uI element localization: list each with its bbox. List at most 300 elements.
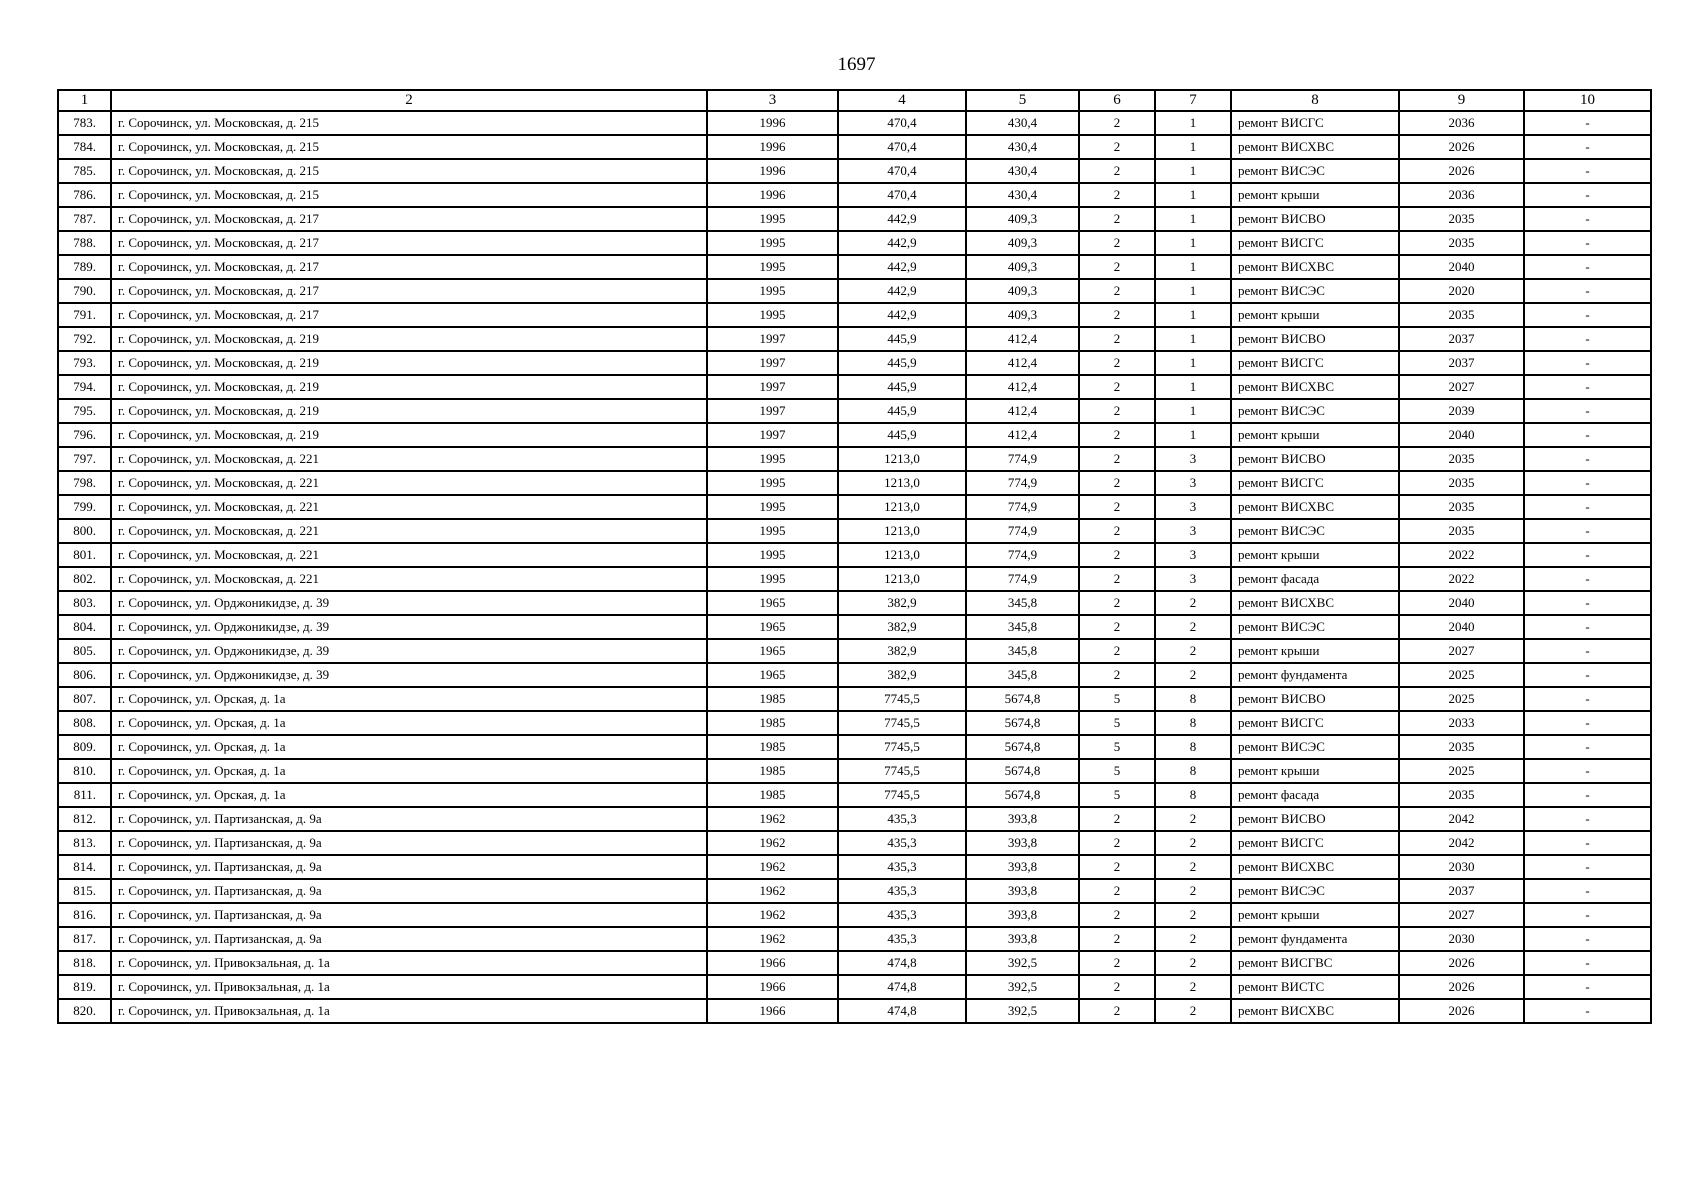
total-area-cell: 7745,5 xyxy=(838,735,966,759)
table-row xyxy=(58,711,1651,735)
note-cell: - xyxy=(1524,495,1651,519)
work-type-cell: ремонт ВИСЭС xyxy=(1231,279,1399,303)
entrances-cell: 1 xyxy=(1155,399,1231,423)
planned-year-cell: 2035 xyxy=(1399,495,1524,519)
total-area-cell: 442,9 xyxy=(838,207,966,231)
planned-year-cell: 2035 xyxy=(1399,519,1524,543)
table-row xyxy=(58,519,1651,543)
address-cell: г. Сорочинск, ул. Московская, д. 217 xyxy=(111,207,707,231)
address-cell: г. Сорочинск, ул. Партизанская, д. 9а xyxy=(111,855,707,879)
living-area-cell: 774,9 xyxy=(966,471,1079,495)
row-number-cell: 820. xyxy=(58,999,111,1023)
work-type-cell: ремонт крыши xyxy=(1231,303,1399,327)
entrances-cell: 8 xyxy=(1155,711,1231,735)
table-row xyxy=(58,447,1651,471)
planned-year-cell: 2035 xyxy=(1399,207,1524,231)
build-year-cell: 1965 xyxy=(707,663,838,687)
build-year-cell: 1995 xyxy=(707,207,838,231)
entrances-cell: 3 xyxy=(1155,519,1231,543)
living-area-cell: 393,8 xyxy=(966,927,1079,951)
total-area-cell: 445,9 xyxy=(838,375,966,399)
planned-year-cell: 2022 xyxy=(1399,567,1524,591)
address-cell: г. Сорочинск, ул. Московская, д. 221 xyxy=(111,543,707,567)
note-cell: - xyxy=(1524,375,1651,399)
build-year-cell: 1985 xyxy=(707,687,838,711)
living-area-cell: 412,4 xyxy=(966,399,1079,423)
total-area-cell: 435,3 xyxy=(838,807,966,831)
living-area-cell: 5674,8 xyxy=(966,783,1079,807)
entrances-cell: 8 xyxy=(1155,759,1231,783)
table-body xyxy=(58,111,1651,1023)
total-area-cell: 470,4 xyxy=(838,183,966,207)
build-year-cell: 1997 xyxy=(707,423,838,447)
total-area-cell: 442,9 xyxy=(838,231,966,255)
planned-year-cell: 2037 xyxy=(1399,327,1524,351)
build-year-cell: 1962 xyxy=(707,927,838,951)
row-number-cell: 787. xyxy=(58,207,111,231)
row-number-cell: 800. xyxy=(58,519,111,543)
note-cell: - xyxy=(1524,975,1651,999)
capital-repair-table xyxy=(57,89,1652,1024)
floors-cell: 2 xyxy=(1079,543,1155,567)
floors-cell: 5 xyxy=(1079,711,1155,735)
note-cell: - xyxy=(1524,351,1651,375)
address-cell: г. Сорочинск, ул. Московская, д. 217 xyxy=(111,231,707,255)
work-type-cell: ремонт ВИСТС xyxy=(1231,975,1399,999)
note-cell: - xyxy=(1524,783,1651,807)
table-row xyxy=(58,975,1651,999)
planned-year-cell: 2035 xyxy=(1399,447,1524,471)
build-year-cell: 1995 xyxy=(707,303,838,327)
note-cell: - xyxy=(1524,135,1651,159)
floors-cell: 2 xyxy=(1079,375,1155,399)
row-number-cell: 810. xyxy=(58,759,111,783)
floors-cell: 2 xyxy=(1079,663,1155,687)
table-row xyxy=(58,159,1651,183)
row-number-cell: 789. xyxy=(58,255,111,279)
planned-year-cell: 2036 xyxy=(1399,183,1524,207)
row-number-cell: 784. xyxy=(58,135,111,159)
build-year-cell: 1966 xyxy=(707,999,838,1023)
floors-cell: 2 xyxy=(1079,255,1155,279)
floors-cell: 2 xyxy=(1079,351,1155,375)
address-cell: г. Сорочинск, ул. Партизанская, д. 9а xyxy=(111,927,707,951)
living-area-cell: 393,8 xyxy=(966,831,1079,855)
row-number-cell: 783. xyxy=(58,111,111,135)
planned-year-cell: 2033 xyxy=(1399,711,1524,735)
floors-cell: 2 xyxy=(1079,399,1155,423)
note-cell: - xyxy=(1524,183,1651,207)
total-area-cell: 435,3 xyxy=(838,903,966,927)
living-area-cell: 392,5 xyxy=(966,999,1079,1023)
planned-year-cell: 2027 xyxy=(1399,375,1524,399)
total-area-cell: 435,3 xyxy=(838,831,966,855)
work-type-cell: ремонт крыши xyxy=(1231,759,1399,783)
total-area-cell: 442,9 xyxy=(838,255,966,279)
living-area-cell: 774,9 xyxy=(966,567,1079,591)
work-type-cell: ремонт ВИСГС xyxy=(1231,831,1399,855)
table-row xyxy=(58,399,1651,423)
table-row xyxy=(58,591,1651,615)
build-year-cell: 1985 xyxy=(707,735,838,759)
address-cell: г. Сорочинск, ул. Орская, д. 1а xyxy=(111,759,707,783)
column-header: 9 xyxy=(1399,90,1524,111)
living-area-cell: 345,8 xyxy=(966,639,1079,663)
entrances-cell: 1 xyxy=(1155,231,1231,255)
note-cell: - xyxy=(1524,663,1651,687)
address-cell: г. Сорочинск, ул. Орджоникидзе, д. 39 xyxy=(111,639,707,663)
total-area-cell: 382,9 xyxy=(838,663,966,687)
living-area-cell: 774,9 xyxy=(966,543,1079,567)
entrances-cell: 1 xyxy=(1155,279,1231,303)
row-number-cell: 793. xyxy=(58,351,111,375)
floors-cell: 5 xyxy=(1079,759,1155,783)
address-cell: г. Сорочинск, ул. Московская, д. 215 xyxy=(111,111,707,135)
planned-year-cell: 2035 xyxy=(1399,231,1524,255)
floors-cell: 2 xyxy=(1079,975,1155,999)
build-year-cell: 1997 xyxy=(707,375,838,399)
planned-year-cell: 2026 xyxy=(1399,999,1524,1023)
build-year-cell: 1996 xyxy=(707,135,838,159)
planned-year-cell: 2036 xyxy=(1399,111,1524,135)
address-cell: г. Сорочинск, ул. Московская, д. 221 xyxy=(111,567,707,591)
floors-cell: 2 xyxy=(1079,567,1155,591)
work-type-cell: ремонт ВИСГС xyxy=(1231,351,1399,375)
living-area-cell: 430,4 xyxy=(966,135,1079,159)
living-area-cell: 412,4 xyxy=(966,327,1079,351)
floors-cell: 2 xyxy=(1079,159,1155,183)
floors-cell: 2 xyxy=(1079,111,1155,135)
row-number-cell: 797. xyxy=(58,447,111,471)
living-area-cell: 345,8 xyxy=(966,663,1079,687)
entrances-cell: 3 xyxy=(1155,543,1231,567)
planned-year-cell: 2035 xyxy=(1399,471,1524,495)
build-year-cell: 1995 xyxy=(707,447,838,471)
table-row xyxy=(58,183,1651,207)
living-area-cell: 5674,8 xyxy=(966,735,1079,759)
floors-cell: 2 xyxy=(1079,303,1155,327)
entrances-cell: 2 xyxy=(1155,975,1231,999)
living-area-cell: 412,4 xyxy=(966,375,1079,399)
build-year-cell: 1962 xyxy=(707,831,838,855)
address-cell: г. Сорочинск, ул. Московская, д. 215 xyxy=(111,135,707,159)
work-type-cell: ремонт крыши xyxy=(1231,183,1399,207)
table-row xyxy=(58,495,1651,519)
work-type-cell: ремонт ВИСВО xyxy=(1231,207,1399,231)
address-cell: г. Сорочинск, ул. Орская, д. 1а xyxy=(111,687,707,711)
row-number-cell: 795. xyxy=(58,399,111,423)
row-number-cell: 799. xyxy=(58,495,111,519)
table-row xyxy=(58,231,1651,255)
total-area-cell: 474,8 xyxy=(838,975,966,999)
work-type-cell: ремонт ВИСХВС xyxy=(1231,591,1399,615)
total-area-cell: 470,4 xyxy=(838,111,966,135)
note-cell: - xyxy=(1524,855,1651,879)
living-area-cell: 409,3 xyxy=(966,255,1079,279)
entrances-cell: 2 xyxy=(1155,591,1231,615)
total-area-cell: 442,9 xyxy=(838,279,966,303)
address-cell: г. Сорочинск, ул. Московская, д. 221 xyxy=(111,447,707,471)
total-area-cell: 7745,5 xyxy=(838,711,966,735)
address-cell: г. Сорочинск, ул. Московская, д. 215 xyxy=(111,183,707,207)
planned-year-cell: 2037 xyxy=(1399,351,1524,375)
work-type-cell: ремонт ВИСЭС xyxy=(1231,159,1399,183)
work-type-cell: ремонт ВИСХВС xyxy=(1231,495,1399,519)
build-year-cell: 1962 xyxy=(707,855,838,879)
work-type-cell: ремонт ВИСВО xyxy=(1231,807,1399,831)
work-type-cell: ремонт фасада xyxy=(1231,567,1399,591)
total-area-cell: 474,8 xyxy=(838,951,966,975)
build-year-cell: 1995 xyxy=(707,231,838,255)
planned-year-cell: 2037 xyxy=(1399,879,1524,903)
table-row xyxy=(58,639,1651,663)
entrances-cell: 2 xyxy=(1155,927,1231,951)
note-cell: - xyxy=(1524,759,1651,783)
note-cell: - xyxy=(1524,279,1651,303)
row-number-cell: 786. xyxy=(58,183,111,207)
row-number-cell: 804. xyxy=(58,615,111,639)
table-row xyxy=(58,279,1651,303)
row-number-cell: 818. xyxy=(58,951,111,975)
floors-cell: 5 xyxy=(1079,735,1155,759)
floors-cell: 2 xyxy=(1079,879,1155,903)
note-cell: - xyxy=(1524,399,1651,423)
address-cell: г. Сорочинск, ул. Московская, д. 217 xyxy=(111,255,707,279)
work-type-cell: ремонт ВИСХВС xyxy=(1231,135,1399,159)
address-cell: г. Сорочинск, ул. Привокзальная, д. 1а xyxy=(111,975,707,999)
total-area-cell: 7745,5 xyxy=(838,687,966,711)
work-type-cell: ремонт ВИСВО xyxy=(1231,327,1399,351)
note-cell: - xyxy=(1524,231,1651,255)
address-cell: г. Сорочинск, ул. Орская, д. 1а xyxy=(111,783,707,807)
planned-year-cell: 2027 xyxy=(1399,639,1524,663)
note-cell: - xyxy=(1524,687,1651,711)
floors-cell: 2 xyxy=(1079,327,1155,351)
planned-year-cell: 2042 xyxy=(1399,807,1524,831)
address-cell: г. Сорочинск, ул. Московская, д. 219 xyxy=(111,399,707,423)
living-area-cell: 409,3 xyxy=(966,231,1079,255)
build-year-cell: 1962 xyxy=(707,879,838,903)
table-row xyxy=(58,951,1651,975)
total-area-cell: 1213,0 xyxy=(838,519,966,543)
entrances-cell: 1 xyxy=(1155,183,1231,207)
build-year-cell: 1962 xyxy=(707,807,838,831)
total-area-cell: 382,9 xyxy=(838,591,966,615)
work-type-cell: ремонт крыши xyxy=(1231,639,1399,663)
floors-cell: 2 xyxy=(1079,831,1155,855)
note-cell: - xyxy=(1524,327,1651,351)
row-number-cell: 816. xyxy=(58,903,111,927)
living-area-cell: 409,3 xyxy=(966,207,1079,231)
living-area-cell: 393,8 xyxy=(966,879,1079,903)
total-area-cell: 1213,0 xyxy=(838,567,966,591)
build-year-cell: 1965 xyxy=(707,639,838,663)
floors-cell: 2 xyxy=(1079,639,1155,663)
address-cell: г. Сорочинск, ул. Московская, д. 221 xyxy=(111,519,707,543)
table-row xyxy=(58,303,1651,327)
address-cell: г. Сорочинск, ул. Привокзальная, д. 1а xyxy=(111,999,707,1023)
table-row xyxy=(58,207,1651,231)
note-cell: - xyxy=(1524,951,1651,975)
build-year-cell: 1966 xyxy=(707,951,838,975)
entrances-cell: 2 xyxy=(1155,615,1231,639)
column-header: 2 xyxy=(111,90,707,111)
build-year-cell: 1996 xyxy=(707,183,838,207)
entrances-cell: 3 xyxy=(1155,495,1231,519)
row-number-cell: 805. xyxy=(58,639,111,663)
work-type-cell: ремонт ВИСЭС xyxy=(1231,399,1399,423)
work-type-cell: ремонт ВИСВО xyxy=(1231,687,1399,711)
note-cell: - xyxy=(1524,207,1651,231)
note-cell: - xyxy=(1524,447,1651,471)
table-row xyxy=(58,759,1651,783)
living-area-cell: 409,3 xyxy=(966,279,1079,303)
planned-year-cell: 2022 xyxy=(1399,543,1524,567)
work-type-cell: ремонт ВИСГС xyxy=(1231,231,1399,255)
total-area-cell: 445,9 xyxy=(838,327,966,351)
planned-year-cell: 2035 xyxy=(1399,303,1524,327)
living-area-cell: 774,9 xyxy=(966,447,1079,471)
row-number-cell: 790. xyxy=(58,279,111,303)
build-year-cell: 1997 xyxy=(707,351,838,375)
planned-year-cell: 2040 xyxy=(1399,591,1524,615)
table-header-row xyxy=(58,90,1651,111)
address-cell: г. Сорочинск, ул. Партизанская, д. 9а xyxy=(111,831,707,855)
column-header: 5 xyxy=(966,90,1079,111)
note-cell: - xyxy=(1524,255,1651,279)
entrances-cell: 2 xyxy=(1155,999,1231,1023)
work-type-cell: ремонт ВИСГС xyxy=(1231,471,1399,495)
entrances-cell: 3 xyxy=(1155,447,1231,471)
address-cell: г. Сорочинск, ул. Московская, д. 219 xyxy=(111,327,707,351)
address-cell: г. Сорочинск, ул. Московская, д. 217 xyxy=(111,303,707,327)
build-year-cell: 1995 xyxy=(707,567,838,591)
table-row xyxy=(58,807,1651,831)
note-cell: - xyxy=(1524,615,1651,639)
total-area-cell: 1213,0 xyxy=(838,447,966,471)
floors-cell: 2 xyxy=(1079,207,1155,231)
row-number-cell: 808. xyxy=(58,711,111,735)
floors-cell: 2 xyxy=(1079,183,1155,207)
address-cell: г. Сорочинск, ул. Московская, д. 219 xyxy=(111,375,707,399)
row-number-cell: 812. xyxy=(58,807,111,831)
row-number-cell: 802. xyxy=(58,567,111,591)
planned-year-cell: 2027 xyxy=(1399,903,1524,927)
planned-year-cell: 2026 xyxy=(1399,951,1524,975)
note-cell: - xyxy=(1524,111,1651,135)
column-header: 1 xyxy=(58,90,111,111)
planned-year-cell: 2026 xyxy=(1399,135,1524,159)
living-area-cell: 345,8 xyxy=(966,615,1079,639)
planned-year-cell: 2030 xyxy=(1399,855,1524,879)
living-area-cell: 5674,8 xyxy=(966,711,1079,735)
page-number: 1697 xyxy=(837,54,876,75)
work-type-cell: ремонт крыши xyxy=(1231,903,1399,927)
entrances-cell: 1 xyxy=(1155,207,1231,231)
row-number-cell: 791. xyxy=(58,303,111,327)
work-type-cell: ремонт ВИСЭС xyxy=(1231,735,1399,759)
work-type-cell: ремонт ВИСГС xyxy=(1231,711,1399,735)
column-header: 6 xyxy=(1079,90,1155,111)
entrances-cell: 1 xyxy=(1155,111,1231,135)
entrances-cell: 3 xyxy=(1155,567,1231,591)
note-cell: - xyxy=(1524,903,1651,927)
entrances-cell: 2 xyxy=(1155,663,1231,687)
table-row xyxy=(58,255,1651,279)
table-row xyxy=(58,903,1651,927)
note-cell: - xyxy=(1524,567,1651,591)
table-row xyxy=(58,687,1651,711)
total-area-cell: 7745,5 xyxy=(838,783,966,807)
planned-year-cell: 2025 xyxy=(1399,663,1524,687)
table-row xyxy=(58,135,1651,159)
address-cell: г. Сорочинск, ул. Орджоникидзе, д. 39 xyxy=(111,663,707,687)
floors-cell: 2 xyxy=(1079,999,1155,1023)
note-cell: - xyxy=(1524,927,1651,951)
entrances-cell: 8 xyxy=(1155,783,1231,807)
entrances-cell: 2 xyxy=(1155,879,1231,903)
note-cell: - xyxy=(1524,159,1651,183)
entrances-cell: 1 xyxy=(1155,159,1231,183)
build-year-cell: 1995 xyxy=(707,471,838,495)
table-row xyxy=(58,927,1651,951)
entrances-cell: 2 xyxy=(1155,831,1231,855)
entrances-cell: 2 xyxy=(1155,951,1231,975)
living-area-cell: 345,8 xyxy=(966,591,1079,615)
build-year-cell: 1995 xyxy=(707,279,838,303)
address-cell: г. Сорочинск, ул. Московская, д. 215 xyxy=(111,159,707,183)
row-number-cell: 815. xyxy=(58,879,111,903)
row-number-cell: 809. xyxy=(58,735,111,759)
floors-cell: 2 xyxy=(1079,807,1155,831)
total-area-cell: 1213,0 xyxy=(838,471,966,495)
build-year-cell: 1997 xyxy=(707,399,838,423)
living-area-cell: 392,5 xyxy=(966,975,1079,999)
entrances-cell: 8 xyxy=(1155,687,1231,711)
build-year-cell: 1966 xyxy=(707,975,838,999)
living-area-cell: 393,8 xyxy=(966,807,1079,831)
table-row xyxy=(58,567,1651,591)
note-cell: - xyxy=(1524,519,1651,543)
entrances-cell: 1 xyxy=(1155,255,1231,279)
entrances-cell: 8 xyxy=(1155,735,1231,759)
work-type-cell: ремонт ВИСЭС xyxy=(1231,615,1399,639)
note-cell: - xyxy=(1524,999,1651,1023)
entrances-cell: 1 xyxy=(1155,351,1231,375)
address-cell: г. Сорочинск, ул. Московская, д. 219 xyxy=(111,351,707,375)
build-year-cell: 1995 xyxy=(707,519,838,543)
address-cell: г. Сорочинск, ул. Привокзальная, д. 1а xyxy=(111,951,707,975)
floors-cell: 2 xyxy=(1079,231,1155,255)
living-area-cell: 412,4 xyxy=(966,351,1079,375)
planned-year-cell: 2035 xyxy=(1399,735,1524,759)
column-header: 3 xyxy=(707,90,838,111)
table-row xyxy=(58,615,1651,639)
address-cell: г. Сорочинск, ул. Московская, д. 221 xyxy=(111,495,707,519)
planned-year-cell: 2040 xyxy=(1399,615,1524,639)
address-cell: г. Сорочинск, ул. Партизанская, д. 9а xyxy=(111,903,707,927)
address-cell: г. Сорочинск, ул. Орская, д. 1а xyxy=(111,735,707,759)
entrances-cell: 3 xyxy=(1155,471,1231,495)
table-row xyxy=(58,471,1651,495)
floors-cell: 2 xyxy=(1079,447,1155,471)
row-number-cell: 813. xyxy=(58,831,111,855)
column-header: 10 xyxy=(1524,90,1651,111)
floors-cell: 2 xyxy=(1079,279,1155,303)
total-area-cell: 1213,0 xyxy=(838,543,966,567)
note-cell: - xyxy=(1524,423,1651,447)
note-cell: - xyxy=(1524,735,1651,759)
